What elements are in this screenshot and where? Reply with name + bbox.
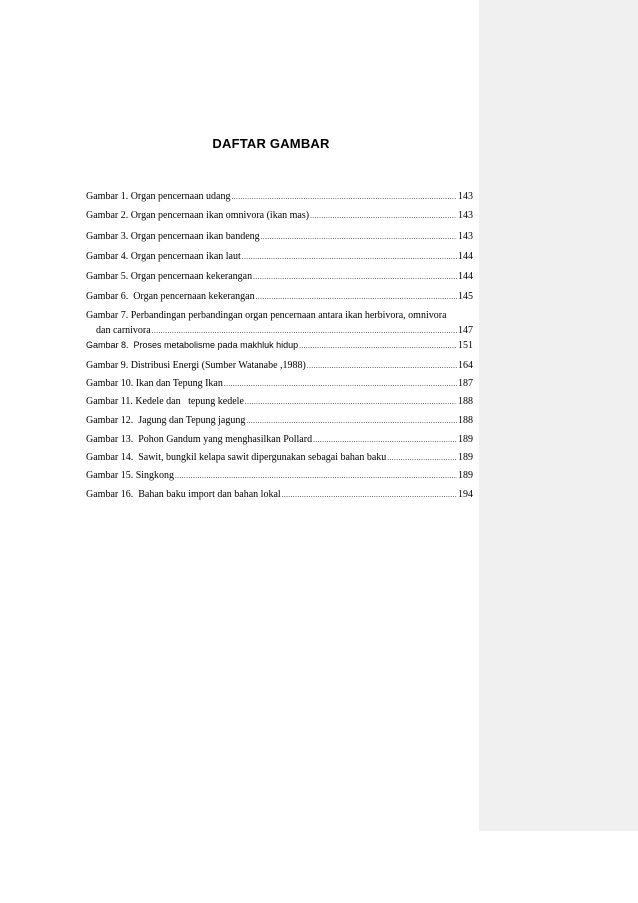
- toc-entry-page: 145: [458, 291, 473, 302]
- dot-leader: [175, 470, 457, 483]
- dot-leader: [282, 489, 457, 502]
- toc-entry[interactable]: [86, 290, 473, 304]
- dot-leader: [387, 452, 457, 465]
- toc-entry[interactable]: [86, 469, 473, 483]
- toc-entry-page: 189: [458, 452, 473, 463]
- toc-entry-page: 147: [458, 325, 473, 336]
- toc-entry[interactable]: [86, 359, 473, 373]
- toc-entry-label: Gambar 7. Perbandingan perbandingan organ pencernaan antara ikan herbivora, omnivora: [86, 310, 447, 321]
- comment-pane: [479, 0, 638, 831]
- toc-entry-label: Gambar 13. Pohon Gandum yang menghasilkan Pollard: [86, 434, 313, 445]
- toc-entry[interactable]: [86, 190, 473, 204]
- toc-entry-label: Gambar 14. Sawit, bungkil kelapa sawit dipergunakan sebagai bahan baku: [86, 452, 387, 463]
- toc-entry-label: Gambar 16. Bahan baku import dan bahan lokal: [86, 489, 281, 500]
- dot-leader: [231, 191, 457, 204]
- toc-entry-label: Gambar 6. Organ pencernaan kekerangan: [86, 291, 255, 302]
- dot-leader: [246, 415, 457, 428]
- toc-entry-label-continued: dan carnivora: [96, 325, 151, 336]
- toc-entry[interactable]: [86, 414, 473, 428]
- toc-entry-label: Gambar 1. Organ pencernaan udang: [86, 191, 231, 202]
- toc-entry[interactable]: [86, 377, 473, 391]
- dot-leader: [313, 434, 457, 447]
- toc-entry[interactable]: [86, 250, 473, 264]
- toc-entry-page: 164: [458, 360, 473, 371]
- toc-entry[interactable]: [86, 395, 473, 409]
- page-title: DAFTAR GAMBAR: [212, 136, 330, 151]
- toc-entry[interactable]: [86, 270, 473, 284]
- dot-leader: [261, 231, 457, 244]
- dot-leader: [256, 291, 457, 304]
- toc-entry-page: 144: [458, 271, 473, 282]
- toc-entry-label: Gambar 9. Distribusi Energi (Sumber Watanabe ,1988): [86, 360, 306, 371]
- toc-entry-page: 143: [458, 231, 473, 242]
- toc-entry-label: Gambar 10. Ikan dan Tepung Ikan: [86, 378, 223, 389]
- toc-entry-label: Gambar 2. Organ pencernaan ikan omnivora (ikan mas): [86, 210, 310, 221]
- toc-entry-page: 189: [458, 470, 473, 481]
- toc-entry[interactable]: [86, 230, 473, 244]
- dot-leader: [242, 251, 457, 264]
- toc-entry-label: Gambar 3. Organ pencernaan ikan bandeng: [86, 231, 260, 242]
- toc-entry-page: 194: [458, 489, 473, 500]
- dot-leader: [299, 340, 457, 353]
- toc-entry-label: Gambar 8. Proses metabolisme pada makhluk hidup: [86, 340, 299, 350]
- toc-entry-label: Gambar 12. Jagung dan Tepung jagung: [86, 415, 246, 426]
- toc-entry-page: 143: [458, 191, 473, 202]
- toc-entry-label: Gambar 5. Organ pencernaan kekerangan: [86, 271, 253, 282]
- toc-entry-page: 188: [458, 415, 473, 426]
- toc-entry-page: 151: [458, 340, 473, 351]
- toc-entry-label: Gambar 11. Kedele dan tepung kedele: [86, 396, 244, 407]
- toc-entry[interactable]: [86, 433, 473, 447]
- toc-entry[interactable]: [86, 339, 473, 353]
- toc-entry-page: 188: [458, 396, 473, 407]
- toc-entry[interactable]: [86, 488, 473, 502]
- dot-leader: [224, 378, 457, 391]
- toc-entry[interactable]: [86, 209, 473, 223]
- toc-entry-page: 144: [458, 251, 473, 262]
- toc-entry[interactable]: [86, 309, 473, 338]
- toc-entry-page: 143: [458, 210, 473, 221]
- dot-leader: [307, 360, 457, 373]
- toc-entry-label: Gambar 15. Singkong: [86, 470, 175, 481]
- toc-entry-label: Gambar 4. Organ pencernaan ikan laut: [86, 251, 241, 262]
- toc-entry[interactable]: [86, 451, 473, 465]
- toc-entry-page: 189: [458, 434, 473, 445]
- dot-leader: [310, 210, 457, 223]
- dot-leader: [152, 325, 457, 338]
- dot-leader: [245, 396, 457, 409]
- toc-entry-page: 187: [458, 378, 473, 389]
- dot-leader: [253, 271, 457, 284]
